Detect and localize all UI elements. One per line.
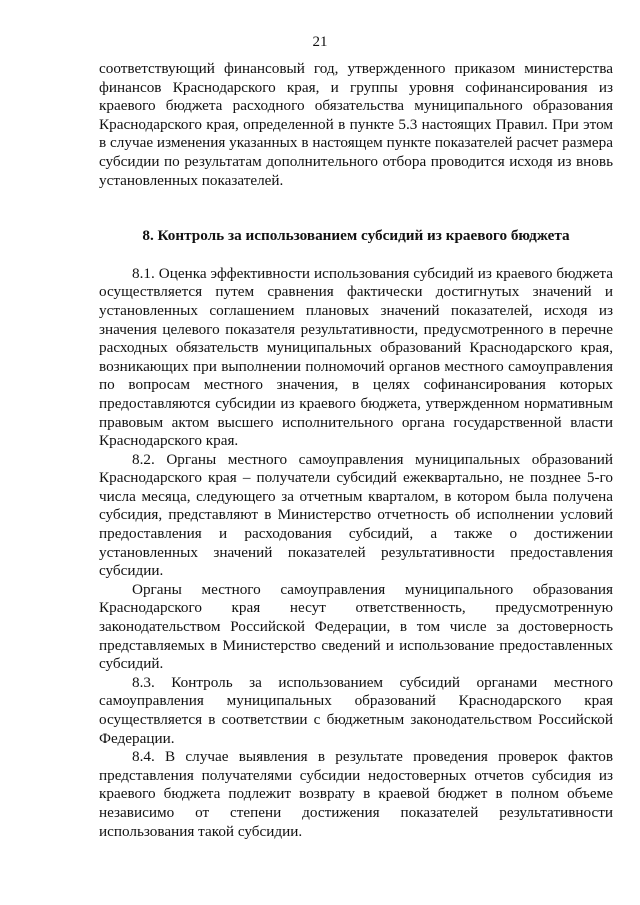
paragraph-continuation: соответствующий финансовый год, утвержденного приказом министерства финансов Краснодарского края, и группы уровня софинансирования из краевого бюджета расходного обязательства муниципального образования Краснодарского края, определенной в пункте 5.3 настоящих Правил. При этом в случае изменения указанных в настоящем пункте показателей расчет размера субсидии по результатам дополнительного отбора проводится исходя из вновь установленных показателей. xyxy=(99,60,613,189)
paragraph-8-4: 8.4. В случае выявления в результате проведения проверок фактов представления получателями субсидии недостоверных отчетов субсидия из краевого бюджета подлежит возврату в краевой бюджет в полном объеме независимо от степени достижения показателей результативности использования такой субсидии. xyxy=(99,748,613,840)
page-number: 21 xyxy=(312,34,328,50)
paragraph-8-2: 8.2. Органы местного самоуправления муниципальных образований Краснодарского края – получатели субсидий ежеквартально, не позднее 5-го числа месяца, следующего за отчетным кварталом, в котором была получена субсидия, представляют в Министерство отчетность об исполнении условий предоставления и расходования субсидий, а также о достижении установленных значений показателей результативности предоставления субсидии. xyxy=(99,450,613,580)
paragraph-8-3: 8.3. Контроль за использованием субсидий органами местного самоуправления муниципальных образований Краснодарского края осуществляется в соответствии с бюджетным законодательством Российской Федерации. xyxy=(99,673,613,747)
section-title: 8. Контроль за использованием субсидий из краевого бюджета xyxy=(142,227,570,245)
paragraph-8-1: 8.1. Оценка эффективности использования субсидий из краевого бюджета осуществляется путем сравнения фактически достигнутых значений и установленных соглашением плановых значений показателей, исходя из значения целевого показателя результативности, предусмотренного в перечне расходных обязательств муниципальных образований Краснодарского края, возникающих при выполнении полномочий органов местного самоуправления по вопросам местного значения, в целях софинансирования которых предоставляются субсидии из краевого бюджета, утвержденном нормативным правовым актом высшего исполнительного органа государственной власти Краснодарского края. xyxy=(99,264,613,450)
paragraph-8-2-responsibility: Органы местного самоуправления муниципального образования Краснодарского края несут ответственность, предусмотренную законодательством Российской Федерации, в том числе за достоверность представляемых в Министерство сведений и использование предоставленных субсидий. xyxy=(99,580,613,673)
document-body xyxy=(99,60,613,841)
